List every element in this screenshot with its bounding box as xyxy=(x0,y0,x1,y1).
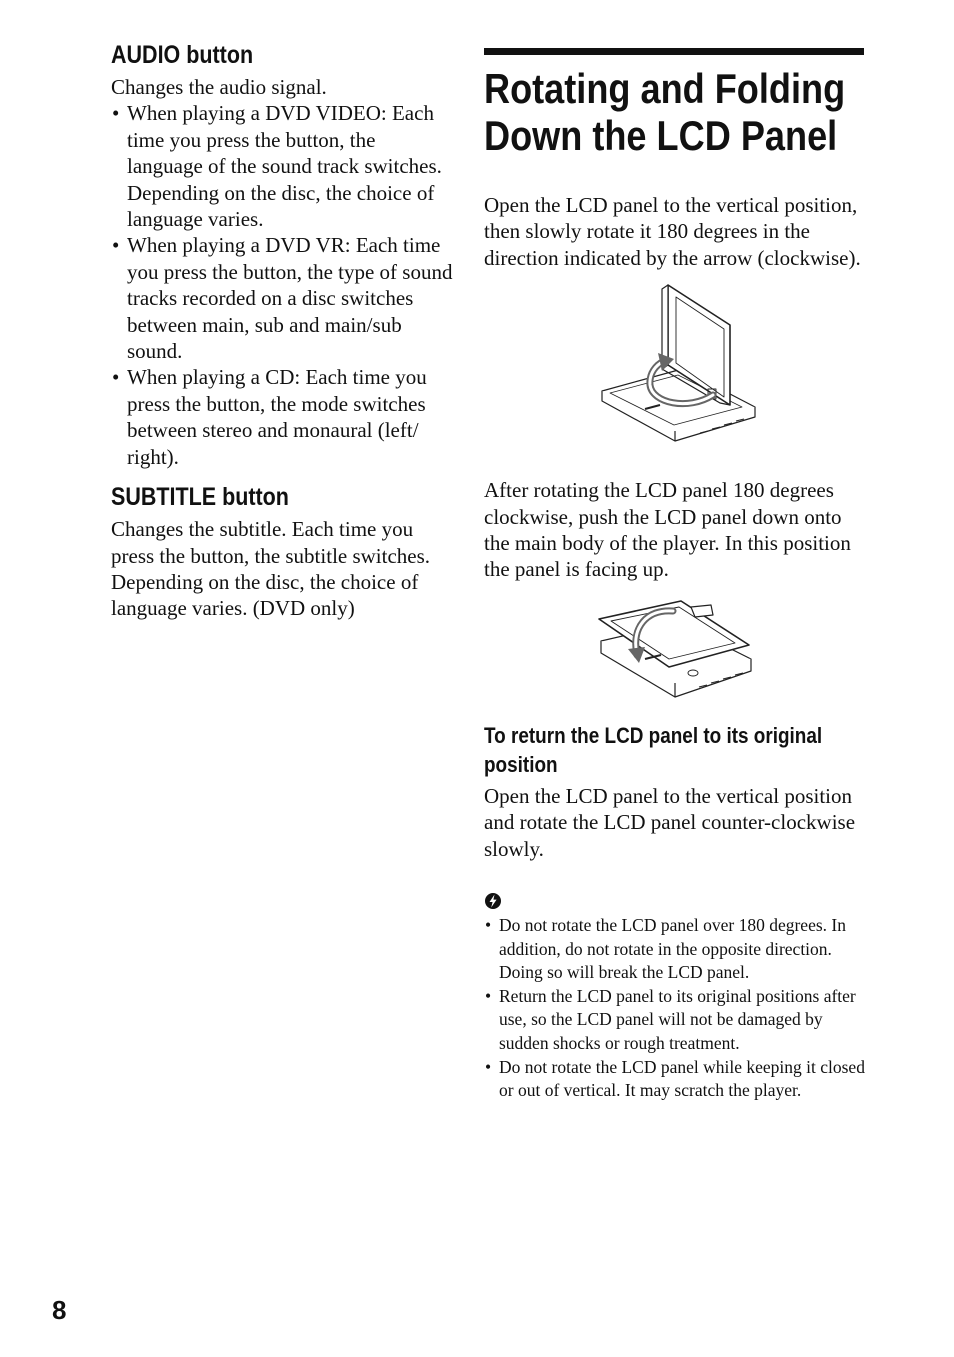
fold-panel-illustration xyxy=(595,597,755,701)
return-position-body: Open the LCD panel to the vertical position and rotate the LCD panel counter-clockwise slowly. xyxy=(484,783,856,861)
bullet-glyph: • xyxy=(112,365,120,390)
list-item: • When playing a DVD VR: Each time you press the button, the type of sound tracks recorded on a disc switches between main, sub and main/sub sound. xyxy=(112,233,453,364)
section-title: Rotating and Folding Down the LCD Panel xyxy=(484,65,846,159)
bullet-glyph: • xyxy=(485,985,492,1006)
page-number: 8 xyxy=(52,1295,67,1325)
list-item: • Do not rotate the LCD panel over 180 degrees. In addition, do not rotate in the opposite direction. Doing so will break the LCD panel. xyxy=(485,915,846,983)
subtitle-button-heading: SUBTITLE button xyxy=(111,483,289,512)
bullet-glyph: • xyxy=(485,1056,492,1077)
right-column xyxy=(484,48,866,1103)
rotate-instructions: Open the LCD panel to the vertical position, then slowly rotate it 180 degrees in the direction indicated by the arrow (clockwise). xyxy=(484,193,861,270)
list-item: • Return the LCD panel to its original positions after use, so the LCD panel will not be damaged by sudden shocks or rough treatment. xyxy=(485,985,856,1054)
section-rule xyxy=(484,48,864,55)
bullet-glyph: • xyxy=(112,233,120,258)
subtitle-body: Changes the subtitle. Each time you press the button, the subtitle switches. Depending on the disc, the choice of language varies. (DVD only) xyxy=(111,517,431,621)
audio-button-heading: AUDIO button xyxy=(111,41,254,69)
left-column xyxy=(111,40,455,622)
return-position-heading: To return the LCD panel to its original position xyxy=(484,722,823,777)
lightning-note-icon xyxy=(484,892,502,910)
audio-intro: Changes the audio signal. xyxy=(111,75,327,99)
list-item: • When playing a DVD VIDEO: Each time you press the button, the language of the sound track switches. Depending on the disc, the choice of language varies. xyxy=(112,101,442,232)
audio-bullet-list xyxy=(111,100,455,470)
list-item: • When playing a CD: Each time you press the button, the mode switches between stereo and monaural (left/ right). xyxy=(112,365,427,469)
bullet-glyph: • xyxy=(112,101,120,126)
note-bullet-list xyxy=(484,914,866,1103)
list-item: • Do not rotate the LCD panel while keeping it closed or out of vertical. It may scratch the player. xyxy=(485,1056,865,1101)
fold-down-instructions: After rotating the LCD panel 180 degrees clockwise, push the LCD panel down onto the main body of the player. In this position the panel is facing up. xyxy=(484,478,851,582)
rotate-panel-illustration xyxy=(590,283,760,451)
bullet-glyph: • xyxy=(485,915,492,936)
